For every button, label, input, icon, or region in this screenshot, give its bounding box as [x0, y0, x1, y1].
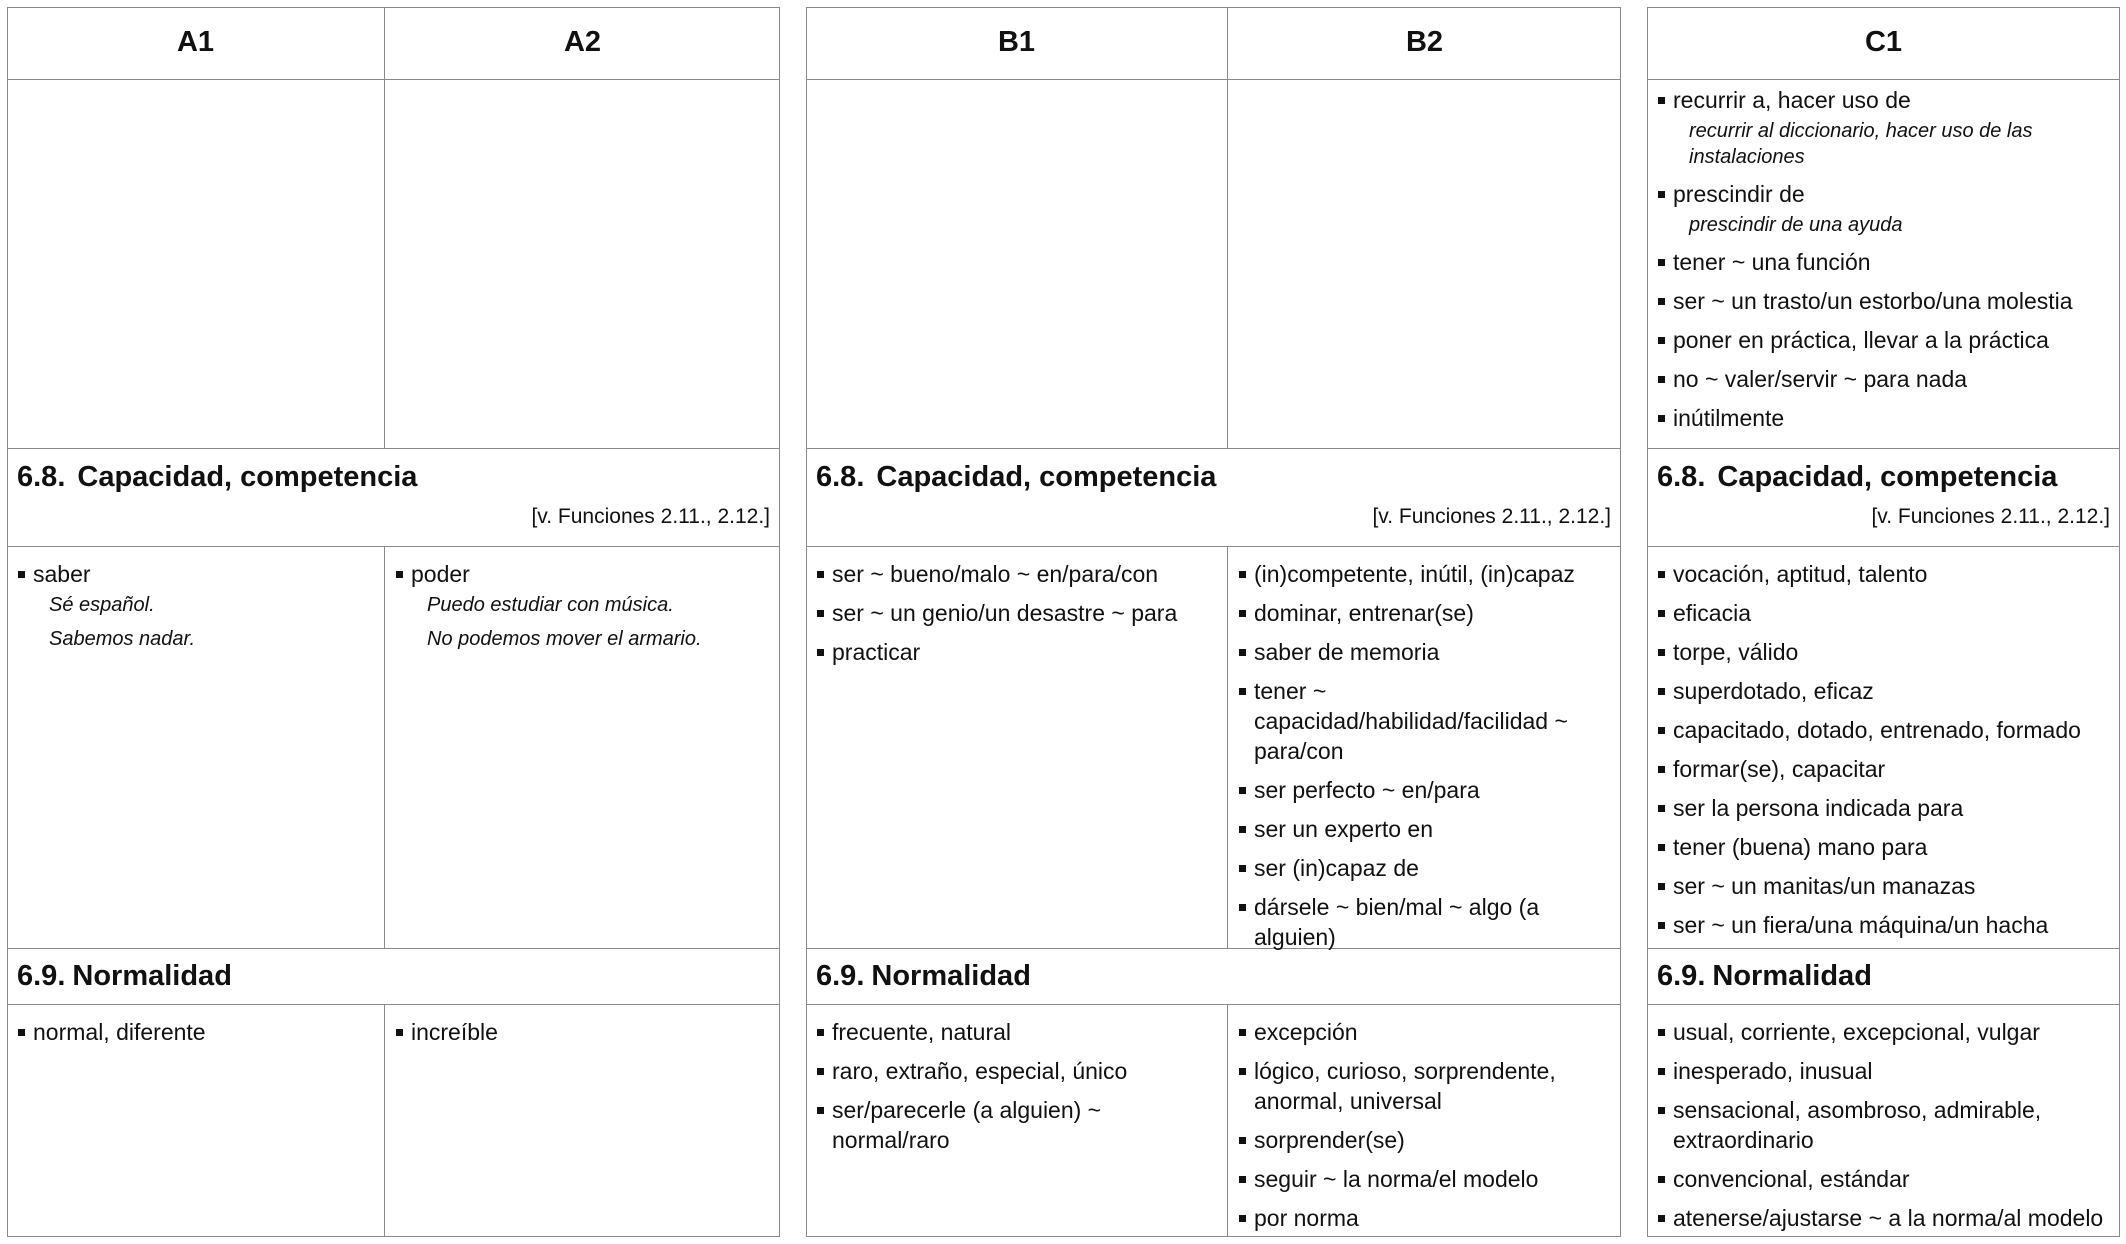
list-item [1657, 832, 2114, 862]
list-item [17, 559, 378, 652]
example-sentence: No podemos mover el armario. [427, 628, 702, 650]
list-item [1657, 286, 2114, 316]
item-text: ser ~ un trasto/un estorbo/una molestia [1673, 288, 2073, 314]
divider [1647, 448, 2120, 449]
section-title-6-9 [816, 960, 1031, 993]
item-text: tener ~ una función [1673, 249, 1871, 275]
list-c1-6-9 [1647, 1017, 2120, 1242]
item-text: no ~ valer/servir ~ para nada [1673, 366, 1968, 392]
item-text: ser un experto en [1254, 816, 1434, 842]
section-name: Capacidad, competencia [1717, 461, 2058, 493]
list-item [1657, 403, 2114, 433]
list-item [816, 1095, 1221, 1155]
section-title-6-8 [17, 461, 417, 494]
example-sentence: Sabemos nadar. [49, 628, 196, 650]
list-item [1238, 853, 1615, 883]
item-text: poder [411, 561, 470, 587]
divider [806, 1004, 1621, 1005]
divider [1647, 7, 2120, 8]
list-item [1657, 559, 2114, 589]
section-title-6-9 [1657, 960, 1872, 993]
divider [7, 948, 780, 949]
list-item [1657, 910, 2114, 940]
divider [7, 1236, 780, 1237]
divider [7, 7, 780, 8]
list-item [1657, 871, 2114, 901]
item-text: dársele ~ bien/mal ~ algo (a alguien) [1254, 894, 1540, 950]
section-title-6-8 [1657, 461, 2057, 494]
list-item [1657, 754, 2114, 784]
list-item [1238, 1203, 1615, 1233]
section-number: 6.9. [17, 960, 66, 992]
item-text: ser ~ un genio/un desastre ~ para [832, 600, 1178, 626]
list-item [1238, 559, 1615, 589]
divider [806, 79, 1621, 80]
example-sentence: Puedo estudiar con música. [427, 594, 674, 616]
list-item [816, 637, 1221, 667]
item-text: tener ~ capacidad/habilidad/facilidad ~ para/con [1254, 678, 1568, 764]
list-item [1657, 1056, 2114, 1086]
list-c1-previous-section [1647, 85, 2120, 442]
item-text: tener (buena) mano para [1673, 834, 1928, 860]
item-text: increíble [411, 1019, 498, 1045]
list-item [1238, 892, 1615, 952]
section-title-6-8 [816, 461, 1216, 494]
panel-b1-b2 [806, 7, 1621, 1237]
item-text: ser perfecto ~ en/para [1254, 777, 1480, 803]
divider [7, 79, 780, 80]
list-b2-6-8 [1228, 559, 1621, 961]
panel-c1 [1647, 7, 2120, 1237]
example-sentence: Sé español. [49, 594, 155, 616]
panel-a1-a2 [7, 7, 780, 1237]
list-item [1657, 85, 2114, 170]
list-item [1657, 637, 2114, 667]
list-item [1238, 1056, 1615, 1116]
divider [806, 7, 1621, 8]
list-item [1238, 1164, 1615, 1194]
list-a1-6-9 [7, 1017, 384, 1056]
section-number: 6.8. [1657, 461, 1706, 493]
item-text: dominar, entrenar(se) [1254, 600, 1474, 626]
list-item [1238, 1017, 1615, 1047]
cross-reference: [v. Funciones 2.11., 2.12.] [1871, 505, 2110, 528]
divider [7, 448, 780, 449]
item-text: saber de memoria [1254, 639, 1440, 665]
list-b1-6-8 [806, 559, 1227, 676]
item-text: usual, corriente, excepcional, vulgar [1673, 1019, 2040, 1045]
level-header-c1: C1 [1864, 26, 1903, 58]
list-b2-6-9 [1228, 1017, 1621, 1242]
list-item [1657, 179, 2114, 238]
item-text: poner en práctica, llevar a la práctica [1673, 327, 2049, 353]
item-text: formar(se), capacitar [1673, 756, 1886, 782]
list-item [816, 598, 1221, 628]
section-name: Normalidad [871, 960, 1031, 992]
list-item [1657, 364, 2114, 394]
divider [7, 1004, 780, 1005]
item-text: sorprender(se) [1254, 1127, 1405, 1153]
divider [1647, 1004, 2120, 1005]
section-name: Normalidad [72, 960, 232, 992]
list-item [1657, 1164, 2114, 1194]
divider [1227, 7, 1228, 449]
divider [7, 546, 780, 547]
list-item [1657, 1095, 2114, 1155]
example-sentence: prescindir de una ayuda [1689, 214, 1903, 236]
list-item [1238, 676, 1615, 766]
list-item [395, 1017, 774, 1047]
divider [1647, 546, 2120, 547]
item-text: inesperado, inusual [1673, 1058, 1873, 1084]
section-name: Normalidad [1712, 960, 1872, 992]
item-text: lógico, curioso, sorprendente, anormal, universal [1254, 1058, 1556, 1114]
list-item [395, 559, 774, 652]
section-name: Capacidad, competencia [77, 461, 418, 493]
item-text: ser (in)capaz de [1254, 855, 1419, 881]
list-item [1657, 247, 2114, 277]
list-item [1657, 1203, 2114, 1233]
section-name: Capacidad, competencia [876, 461, 1217, 493]
item-text: practicar [832, 639, 921, 665]
item-text: (in)competente, inútil, (in)capaz [1254, 561, 1575, 587]
item-text: ser la persona indicada para [1673, 795, 1964, 821]
item-text: saber [33, 561, 91, 587]
list-item [1657, 793, 2114, 823]
divider [384, 7, 385, 449]
list-item [1238, 637, 1615, 667]
item-text: excepción [1254, 1019, 1358, 1045]
list-item [1657, 325, 2114, 355]
section-title-6-9 [17, 960, 232, 993]
list-item [1238, 814, 1615, 844]
example-sentence: recurrir al diccionario, hacer uso de las instalaciones [1689, 120, 2033, 168]
item-text: frecuente, natural [832, 1019, 1012, 1045]
item-text: normal, diferente [33, 1019, 206, 1045]
item-text: eficacia [1673, 600, 1751, 626]
item-text: vocación, aptitud, talento [1673, 561, 1928, 587]
item-text: atenerse/ajustarse ~ a la norma/al modelo [1673, 1205, 2104, 1231]
item-text: capacitado, dotado, entrenado, formado [1673, 717, 2081, 743]
list-a1-6-8 [7, 559, 384, 661]
list-item [1657, 598, 2114, 628]
level-header-b2: B2 [1405, 26, 1444, 58]
section-number: 6.9. [1657, 960, 1706, 992]
divider [806, 448, 1621, 449]
cross-reference: [v. Funciones 2.11., 2.12.] [1372, 505, 1611, 528]
item-text: convencional, estándar [1673, 1166, 1910, 1192]
item-text: superdotado, eficaz [1673, 678, 1874, 704]
item-text: inútilmente [1673, 405, 1785, 431]
section-number: 6.8. [816, 461, 865, 493]
list-item [17, 1017, 378, 1047]
list-item [1657, 1017, 2114, 1047]
list-item [1238, 598, 1615, 628]
list-a2-6-8 [385, 559, 780, 661]
item-text: por norma [1254, 1205, 1359, 1231]
divider [806, 546, 1621, 547]
list-item [1657, 715, 2114, 745]
list-item [816, 1056, 1221, 1086]
list-a2-6-9 [385, 1017, 780, 1056]
item-text: seguir ~ la norma/el modelo [1254, 1166, 1539, 1192]
item-text: ser/parecerle (a alguien) ~ normal/raro [832, 1097, 1102, 1153]
item-text: sensacional, asombroso, admirable, extraordinario [1673, 1097, 2042, 1153]
level-header-a1: A1 [176, 26, 215, 58]
section-number: 6.9. [816, 960, 865, 992]
list-item [816, 559, 1221, 589]
item-text: torpe, válido [1673, 639, 1799, 665]
list-item [816, 1017, 1221, 1047]
list-b1-6-9 [806, 1017, 1227, 1164]
item-text: ser ~ bueno/malo ~ en/para/con [832, 561, 1159, 587]
item-text: recurrir a, hacer uso de [1673, 87, 1911, 113]
item-text: raro, extraño, especial, único [832, 1058, 1128, 1084]
item-text: ser ~ un manitas/un manazas [1673, 873, 1976, 899]
list-item [1238, 1125, 1615, 1155]
list-item [1657, 676, 2114, 706]
list-item [1238, 775, 1615, 805]
cross-reference: [v. Funciones 2.11., 2.12.] [531, 505, 770, 528]
level-header-b1: B1 [997, 26, 1036, 58]
list-c1-6-8 [1647, 559, 2120, 949]
item-text: prescindir de [1673, 181, 1805, 207]
item-text: ser ~ un fiera/una máquina/un hacha [1673, 912, 2049, 938]
divider [1647, 79, 2120, 80]
section-number: 6.8. [17, 461, 66, 493]
level-header-a2: A2 [563, 26, 602, 58]
